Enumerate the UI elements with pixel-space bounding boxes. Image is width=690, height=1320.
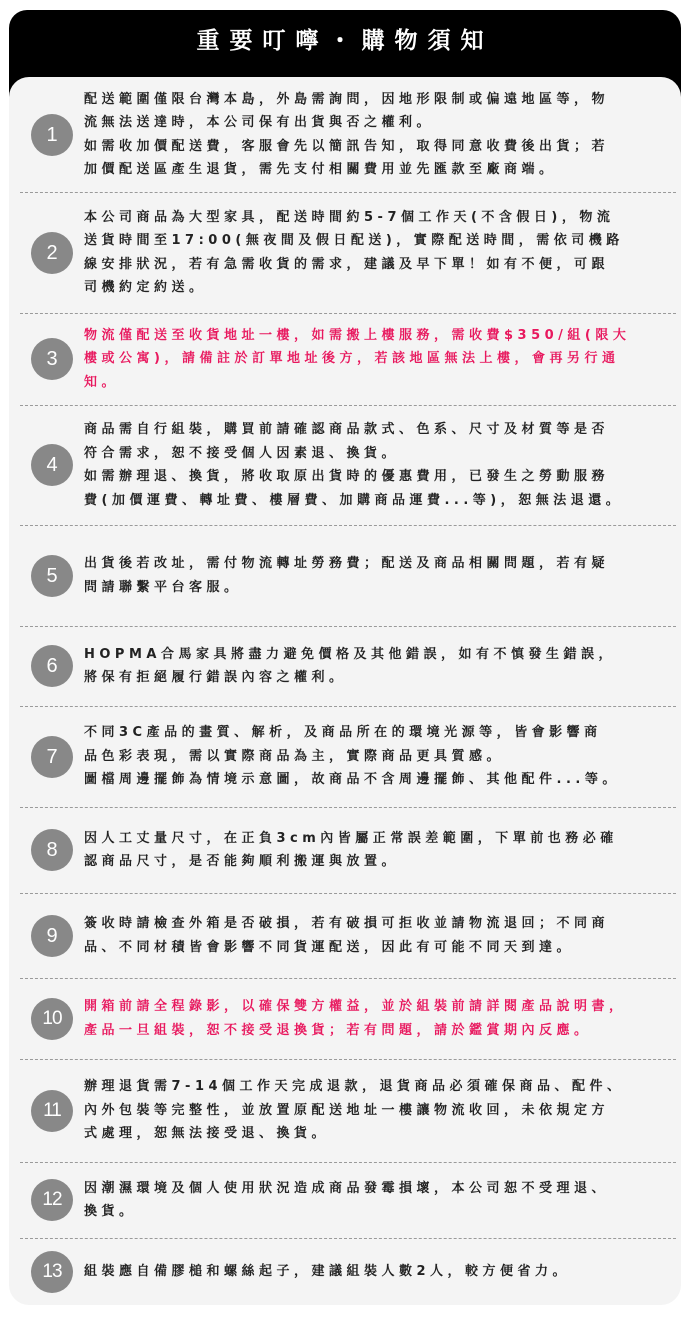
item-text-line: 圖檔周邊擺飾為情境示意圖，故商品不含周邊擺飾、其他配件...等。 (84, 772, 620, 788)
item-text-line: 如需辦理退、換貨，將收取原出貨時的優惠費用，已發生之勞動服務 (84, 469, 610, 484)
item-text-line: 加價配送區產生退貨，需先支付相關費用並先匯款至廠商端。 (84, 162, 557, 177)
dashed-divider (20, 1059, 676, 1060)
notice-item (9, 77, 681, 192)
notice-item (9, 1059, 681, 1162)
item-text-line: 不同3C產品的畫質、解析，及商品所在的環境光源等，皆會影響商 (84, 725, 602, 741)
notice-item (9, 525, 681, 626)
item-text (84, 1177, 674, 1224)
item-text-line: 問請聯繫平台客服。 (84, 579, 242, 595)
item-number-badge: 13 (31, 1251, 73, 1293)
item-text-line: 如需收加價配送費，客服會先以簡訊告知，取得同意收費後出貨；若 (84, 138, 610, 154)
item-text (84, 827, 674, 874)
item-text-line: 司機約定約送。 (84, 280, 207, 295)
item-text-line: HOPMA合馬家具將盡力避免價格及其他錯誤，如有不慎發生錯誤， (84, 646, 616, 662)
item-number-badge: 8 (31, 829, 73, 871)
item-text (84, 643, 674, 690)
item-text (84, 721, 674, 792)
notice-item (9, 978, 681, 1059)
item-text-line: 開箱前請全程錄影，以確保雙方權益，並於組裝前請詳閱產品說明書， (84, 999, 627, 1014)
item-text (84, 324, 674, 395)
item-number-badge: 9 (31, 915, 73, 957)
item-number-badge: 4 (31, 444, 73, 486)
dashed-divider (20, 405, 676, 406)
dashed-divider (20, 706, 676, 707)
notice-item (9, 1162, 681, 1238)
item-text-line: 認商品尺寸，是否能夠順利搬運與放置。 (84, 854, 400, 869)
notice-item (9, 706, 681, 807)
dashed-divider (20, 893, 676, 894)
item-text-line: 樓或公寓)，請備註於訂單地址後方，若該地區無法上樓，會再另行通 (84, 351, 620, 367)
item-number-badge: 7 (31, 736, 73, 778)
item-text (84, 912, 674, 959)
item-number-badge: 2 (31, 232, 73, 274)
item-text (84, 995, 674, 1042)
item-text-line: 將保有拒絕履行錯誤內容之權利。 (84, 670, 347, 685)
item-number-badge: 12 (31, 1179, 73, 1221)
item-text-line: 送貨時間至17:00(無夜間及假日配送)，實際配送時間，需依司機路 (84, 233, 624, 248)
notice-item (9, 807, 681, 893)
item-text-line: 內外包裝等完整性，並放置原配送地址一樓讓物流收回，未依規定方 (84, 1102, 610, 1118)
item-text-line: 商品需自行組裝，購買前請確認商品款式、色系、尺寸及材質等是否 (84, 422, 610, 437)
item-text-line: 流無法送達時，本公司保有出貨與否之權利。 (84, 115, 435, 130)
notice-item (9, 626, 681, 706)
dashed-divider (20, 1238, 676, 1239)
item-number-badge: 6 (31, 645, 73, 687)
item-text-line: 本公司商品為大型家具，配送時間約5-7個工作天(不含假日)，物流 (84, 209, 615, 225)
notice-item (9, 893, 681, 978)
item-text-line: 品色彩表現，需以實際商品為主，實際商品更具質感。 (84, 748, 505, 764)
item-text-line: 式處理，恕無法接受退、換貨。 (84, 1126, 330, 1142)
item-text-line: 組裝應自備膠槌和螺絲起子，建議組裝人數2人，較方便省力。 (84, 1263, 571, 1279)
item-text-line: 簽收時請檢查外箱是否破損，若有破損可拒收並請物流退回；不同商 (84, 916, 610, 931)
item-text-line: 出貨後若改址，需付物流轉址勞務費；配送及商品相關問題，若有疑 (84, 556, 610, 571)
item-text (84, 418, 674, 512)
notice-item (9, 405, 681, 525)
item-number-badge: 3 (31, 338, 73, 380)
item-text-line: 符合需求，恕不接受個人因素退、換貨。 (84, 445, 400, 461)
item-text-line: 費(加價運費、轉址費、樓層費、加購商品運費...等)，恕無法退還。 (84, 492, 624, 508)
notice-item (9, 313, 681, 405)
item-text-line: 品、不同材積皆會影響不同貨運配送，因此有可能不同天到達。 (84, 939, 575, 955)
item-number-badge: 10 (31, 998, 73, 1040)
item-text-line: 換貨。 (84, 1204, 137, 1219)
dashed-divider (20, 978, 676, 979)
dashed-divider (20, 525, 676, 526)
item-text-line: 產品一旦組裝，恕不接受退換貨；若有問題，請於鑑賞期內反應。 (84, 1022, 592, 1038)
notice-item (9, 192, 681, 313)
item-text-line: 配送範圍僅限台灣本島，外島需詢問，因地形限制或偏遠地區等，物 (84, 91, 610, 107)
item-text (84, 206, 674, 300)
item-text-line: 因潮濕環境及個人使用狀況造成商品發霉損壞，本公司恕不受理退、 (84, 1180, 610, 1196)
item-text-line: 因人工丈量尺寸，在正負3cm內皆屬正常誤差範圍，下單前也務必確 (84, 830, 618, 846)
item-text-line: 線安排狀況，若有急需收貨的需求，建議及早下單！如有不便，可跟 (84, 256, 610, 272)
dashed-divider (20, 192, 676, 193)
item-number-badge: 1 (31, 114, 73, 156)
item-text (84, 552, 674, 599)
item-number-badge: 5 (31, 555, 73, 597)
item-number-badge: 11 (31, 1090, 73, 1132)
notice-panel (9, 77, 681, 1305)
dashed-divider (20, 1162, 676, 1163)
item-text (84, 88, 674, 182)
dashed-divider (20, 807, 676, 808)
dashed-divider (20, 626, 676, 627)
item-text-line: 物流僅配送至收貨地址一樓，如需搬上樓服務，需收費$350/組(限大 (84, 327, 631, 343)
notice-item (9, 1238, 681, 1305)
item-text-line: 辦理退貨需7-14個工作天完成退款，退貨商品必須確保商品、配件、 (84, 1079, 625, 1095)
item-text (84, 1075, 674, 1146)
page-title: 重要叮嚀・購物須知 (196, 28, 494, 54)
item-text-line: 知。 (84, 374, 120, 390)
dashed-divider (20, 313, 676, 314)
item-text (84, 1260, 674, 1284)
